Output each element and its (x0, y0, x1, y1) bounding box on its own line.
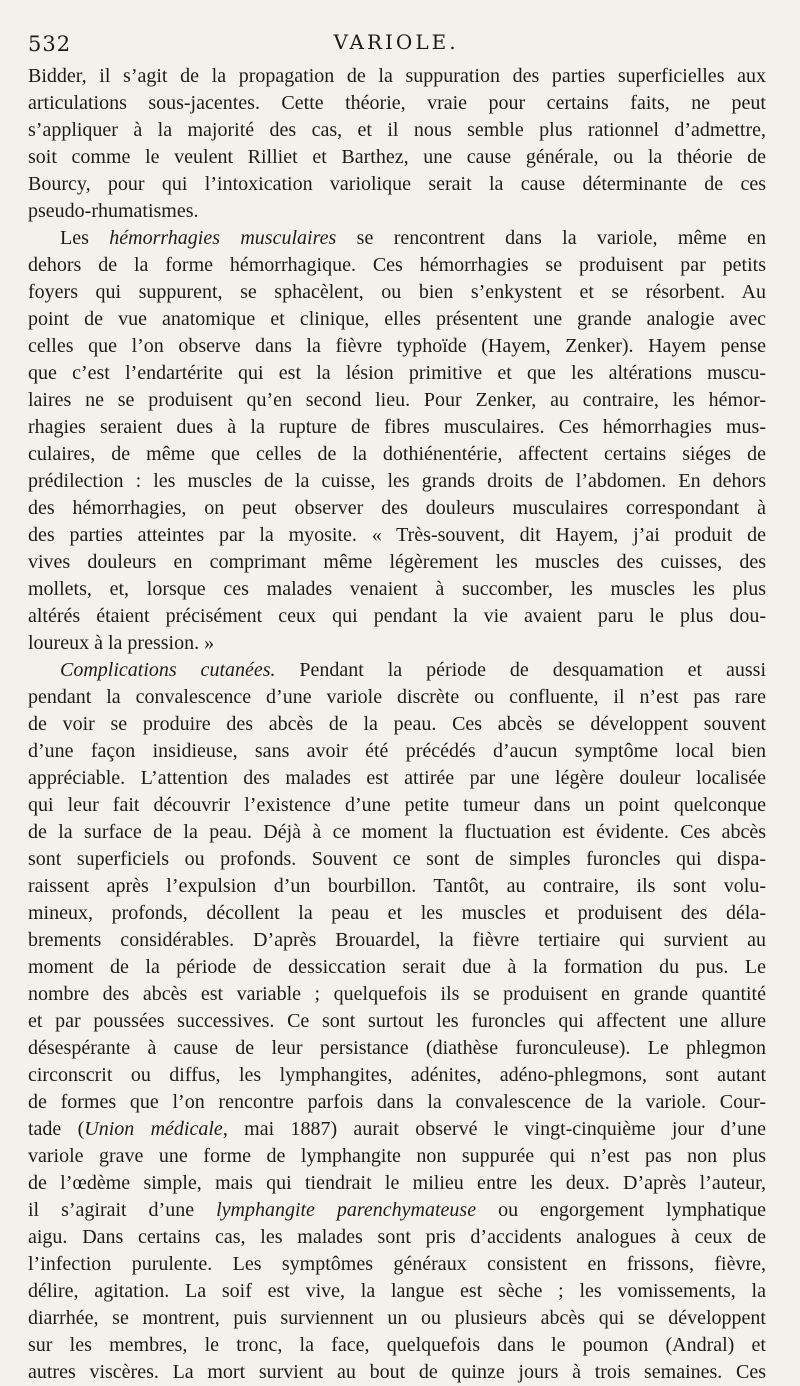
text-line: nombre des abcès est variable ; quelquefois ils se produisent en grande quantité (28, 983, 766, 1005)
text-line: point de vue anatomique et clinique, elles présentent une grande analogie avec (28, 308, 766, 330)
text-line: de l’œdème simple, mais qui tiendrait le milieu entre les deux. D’après l’auteur, (28, 1172, 766, 1194)
text-line: des hémorrhagies, on peut observer des douleurs musculaires correspondant à (28, 497, 766, 519)
text-line: que c’est l’endartérite qui est la lésion primitive et que les altérations muscu- (28, 362, 766, 384)
text-line: soit comme le veulent Rilliet et Barthez, une cause générale, ou la théorie de (28, 146, 766, 168)
text-span: se rencontrent dans la variole, même en (336, 227, 766, 249)
text-line: altérés étaient précisément ceux qui pendant la vie avaient paru le plus dou- (28, 605, 766, 627)
text-line: sur les membres, le tronc, la face, quelquefois dans le poumon (Andral) et (28, 1334, 766, 1356)
text-line: dehors de la forme hémorrhagique. Ces hémorrhagies se produisent par petits (28, 254, 766, 276)
italic-term: Union médicale (84, 1118, 223, 1140)
text-line: de la surface de la peau. Déjà à ce moment la fluctuation est évidente. Ces abcès (28, 821, 766, 843)
text-line: vives douleurs en comprimant même légèrement les muscles des cuisses, des (28, 551, 766, 573)
text-line: de voir se produire des abcès de la peau. Ces abcès se développent souvent (28, 713, 766, 735)
text-line: d’une façon insidieuse, sans avoir été précédés d’aucun symptôme local bien (28, 740, 766, 762)
text-line (28, 657, 766, 684)
text-line: pendant la convalescence d’une variole discrète ou confluente, il n’est pas rare (28, 686, 766, 708)
text-line: moment de la période de dessiccation serait due à la formation du pus. Le (28, 956, 766, 978)
page-header (28, 30, 764, 58)
text-line: raissent après l’expulsion d’un bourbillon. Tantôt, au contraire, ils sont volu- (28, 875, 766, 897)
text-span: il s’agirait d’une (28, 1199, 217, 1221)
text-line: laires ne se produisent qu’en second lieu. Pour Zenker, au contraire, les hémor- (28, 389, 766, 411)
text-line: des parties atteintes par la myosite. « Très-souvent, dit Hayem, j’ai produit de (28, 524, 766, 546)
body-text (28, 63, 766, 1386)
text-line (28, 225, 766, 252)
text-line: celles que l’on observe dans la fièvre typhoïde (Hayem, Zenker). Hayem pense (28, 335, 766, 357)
text-line: mineux, profonds, décollent la peau et les muscles et produisent des déla- (28, 902, 766, 924)
text-line: pseudo-rhumatismes. (28, 200, 199, 222)
text-line: désespérante à cause de leur persistance (diathèse furonculeuse). Le phlegmon (28, 1037, 766, 1059)
text-span: ou engorgement lymphatique (476, 1199, 766, 1221)
text-span: Les (60, 227, 110, 249)
text-line: Bidder, il s’agit de la propagation de la suppuration des parties superficielles aux (28, 65, 766, 87)
text-line: s’appliquer à la majorité des cas, et il nous semble plus rationnel d’admettre, (28, 119, 766, 141)
text-line: délire, agitation. La soif est vive, la langue est sèche ; les vomissements, la (28, 1280, 766, 1302)
text-line: prédilection : les muscles de la cuisse, les grands droits de l’abdomen. En dehors (28, 470, 766, 492)
text-line: mollets, et, lorsque ces malades venaient à succomber, les muscles les plus (28, 578, 766, 600)
italic-term: hémorrhagies musculaires (109, 227, 337, 249)
text-line (28, 1197, 766, 1224)
text-line: culaires, de même que celles de la dothiénentérie, affectent certains siéges de (28, 443, 766, 465)
text-line: et par poussées successives. Ce sont surtout les furoncles qui affectent une allure (28, 1010, 766, 1032)
text-line: foyers qui suppurent, se sphacèlent, ou bien s’enkystent et se résorbent. Au (28, 281, 766, 303)
text-line: de formes que l’on rencontre parfois dans la convalescence de la variole. Cour- (28, 1091, 766, 1113)
italic-term: lymphangite parenchymateuse (216, 1199, 477, 1221)
text-span: , mai 1887) aurait observé le vingt-cinquième jour d’une (222, 1118, 766, 1140)
text-line: sont superficiels ou profonds. Souvent ce sont de simples furoncles qui dispa- (28, 848, 766, 870)
text-line: l’infection purulente. Les symptômes généraux consistent en frissons, fièvre, (28, 1253, 766, 1275)
running-title: VARIOLE. (333, 30, 459, 54)
text-line: aigu. Dans certains cas, les malades sont pris d’accidents analogues à ceux de (28, 1226, 766, 1248)
text-line: diarrhée, se montrent, puis surviennent un ou plusieurs abcès qui se développent (28, 1307, 766, 1329)
text-line: autres viscères. La mort survient au bout de quinze jours à trois semaines. Ces (28, 1361, 766, 1383)
text-line: qui leur fait découvrir l’existence d’une petite tumeur dans un point quelconque (28, 794, 766, 816)
page-number: 532 (28, 32, 72, 56)
text-span: tade ( (28, 1118, 85, 1140)
text-line: variole grave une forme de lymphangite non suppurée qui n’est pas non plus (28, 1145, 766, 1167)
italic-term: Complications cutanées. (60, 659, 276, 681)
text-line (28, 1116, 766, 1143)
text-line: rhagies seraient dues à la rupture de fibres musculaires. Ces hémorrhagies mus- (28, 416, 766, 438)
text-line: brements considérables. D’après Brouardel, la fièvre tertiaire qui survient au (28, 929, 766, 951)
text-line: circonscrit ou diffus, les lymphangites, adénites, adéno-phlegmons, sont autant (28, 1064, 766, 1086)
text-line: loureux à la pression. » (28, 632, 215, 654)
text-span: Pendant la période de desquamation et aussi (275, 659, 766, 681)
text-line: articulations sous-jacentes. Cette théorie, vraie pour certains faits, ne peut (28, 92, 766, 114)
text-line: Bourcy, pour qui l’intoxication variolique serait la cause déterminante de ces (28, 173, 766, 195)
text-line: appréciable. L’attention des malades est attirée par une légère douleur localisée (28, 767, 766, 789)
